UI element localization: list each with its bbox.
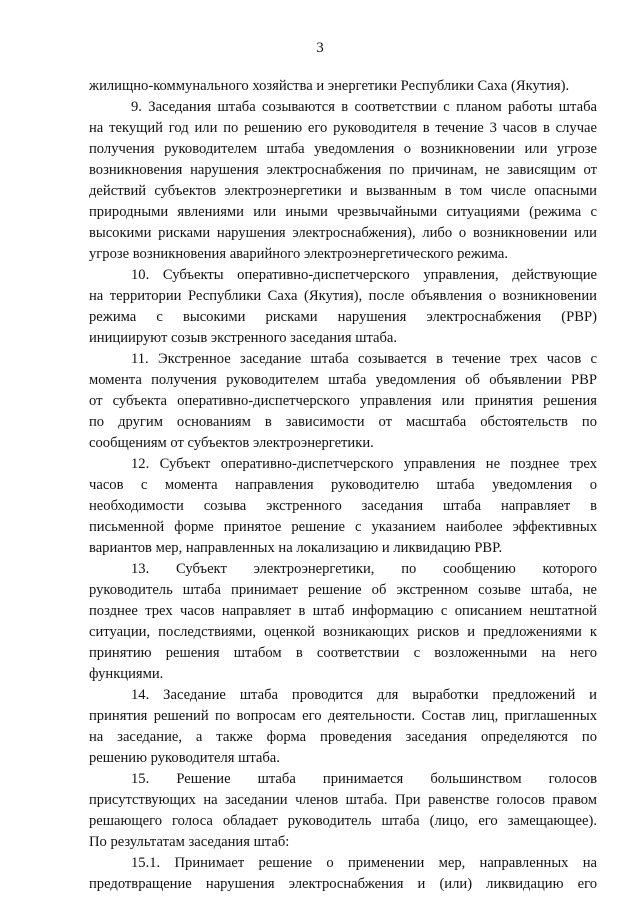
text-line: от субъекта оперативно-диспетчерского управления или принятия решения xyxy=(89,393,597,409)
text-line: 11. Экстренное заседание штаба созывается в течение трех часов с xyxy=(131,351,597,367)
text-line: режима с высокими рисками нарушения электроснабжения (РВР) xyxy=(89,309,597,325)
text-line: 14. Заседание штаба проводится для выработки предложений и xyxy=(131,687,597,703)
text-line: позднее трех часов направляет в штаб информацию с описанием нештатной xyxy=(89,603,597,619)
text-line: угрозе возникновения аварийного электроэнергетического режима. xyxy=(89,246,509,262)
text-line: возникновения нарушения электроснабжения по причинам, не зависящим от xyxy=(89,162,597,178)
text-line: на территории Республики Саха (Якутия), после объявления о возникновении xyxy=(89,288,597,304)
text-line: природными явлениями или иными чрезвычайными ситуациями (режима с xyxy=(89,204,597,220)
text-line: принятию решения штабом в соответствии с возложенными на него xyxy=(89,645,597,661)
text-line: письменной форме принятое решение с указанием наиболее эффективных xyxy=(89,519,597,535)
text-line: момента получения руководителем штаба уведомления об объявлении РВР xyxy=(89,372,597,388)
text-line: действий субъектов электроэнергетики и вызванным в том числе опасными xyxy=(89,183,597,199)
text-line: По результатам заседания штаб: xyxy=(89,834,290,850)
text-line: сообщениям от субъектов электроэнергетики. xyxy=(89,435,374,451)
text-line: по другим основаниям в зависимости от масштаба обстоятельств по xyxy=(89,414,597,430)
text-line: 9. Заседания штаба созываются в соответствии с планом работы штаба xyxy=(131,99,597,115)
text-line: жилищно-коммунального хозяйства и энергетики Республики Саха (Якутия). xyxy=(89,78,570,94)
text-line: функциями. xyxy=(89,666,164,682)
text-line: 12. Субъект оперативно-диспетчерского управления не позднее трех xyxy=(131,456,597,472)
text-line: высокими рисками нарушения электроснабжения), либо о возникновении или xyxy=(89,225,597,241)
text-line: решающего голоса обладает руководитель штаба (лицо, его замещающее). xyxy=(89,813,597,829)
text-line: на заседание, а также форма проведения заседания определяются по xyxy=(89,729,597,745)
text-line: 13. Субъект электроэнергетики, по сообщению которого xyxy=(131,561,597,577)
text-line: 10. Субъекты оперативно-диспетчерского управления, действующие xyxy=(131,267,597,283)
text-line: решению руководителя штаба. xyxy=(89,750,280,766)
text-line: присутствующих на заседании членов штаба. При равенстве голосов правом xyxy=(89,792,597,808)
text-line: получения руководителем штаба уведомления о возникновении или угрозе xyxy=(89,141,597,157)
page-number: 3 xyxy=(316,40,324,56)
text-line: необходимости созыва экстренного заседания штаба направляет в xyxy=(89,498,597,514)
text-line: принятия решений по вопросам его деятельности. Состав лиц, приглашенных xyxy=(89,708,597,724)
text-line: 15.1. Принимает решение о применении мер, направленных на xyxy=(131,855,597,871)
text-line: вариантов мер, направленных на локализацию и ликвидацию РВР. xyxy=(89,540,503,556)
text-line: часов с момента направления руководителю штаба уведомления о xyxy=(89,477,597,493)
text-line: руководитель штаба принимает решение об экстренном созыве штаба, не xyxy=(89,582,597,598)
text-line: инициируют созыв экстренного заседания штаба. xyxy=(89,330,398,346)
document-body xyxy=(89,76,597,895)
text-line: на текущий год или по решению его руководителя в течение 3 часов в случае xyxy=(89,120,597,136)
text-line: 15. Решение штаба принимается большинством голосов xyxy=(131,771,597,787)
text-line: ситуации, последствиями, оценкой возникающих рисков и предложениями к xyxy=(89,624,597,640)
text-line: предотвращение нарушения электроснабжения и (или) ликвидацию его xyxy=(89,876,597,892)
